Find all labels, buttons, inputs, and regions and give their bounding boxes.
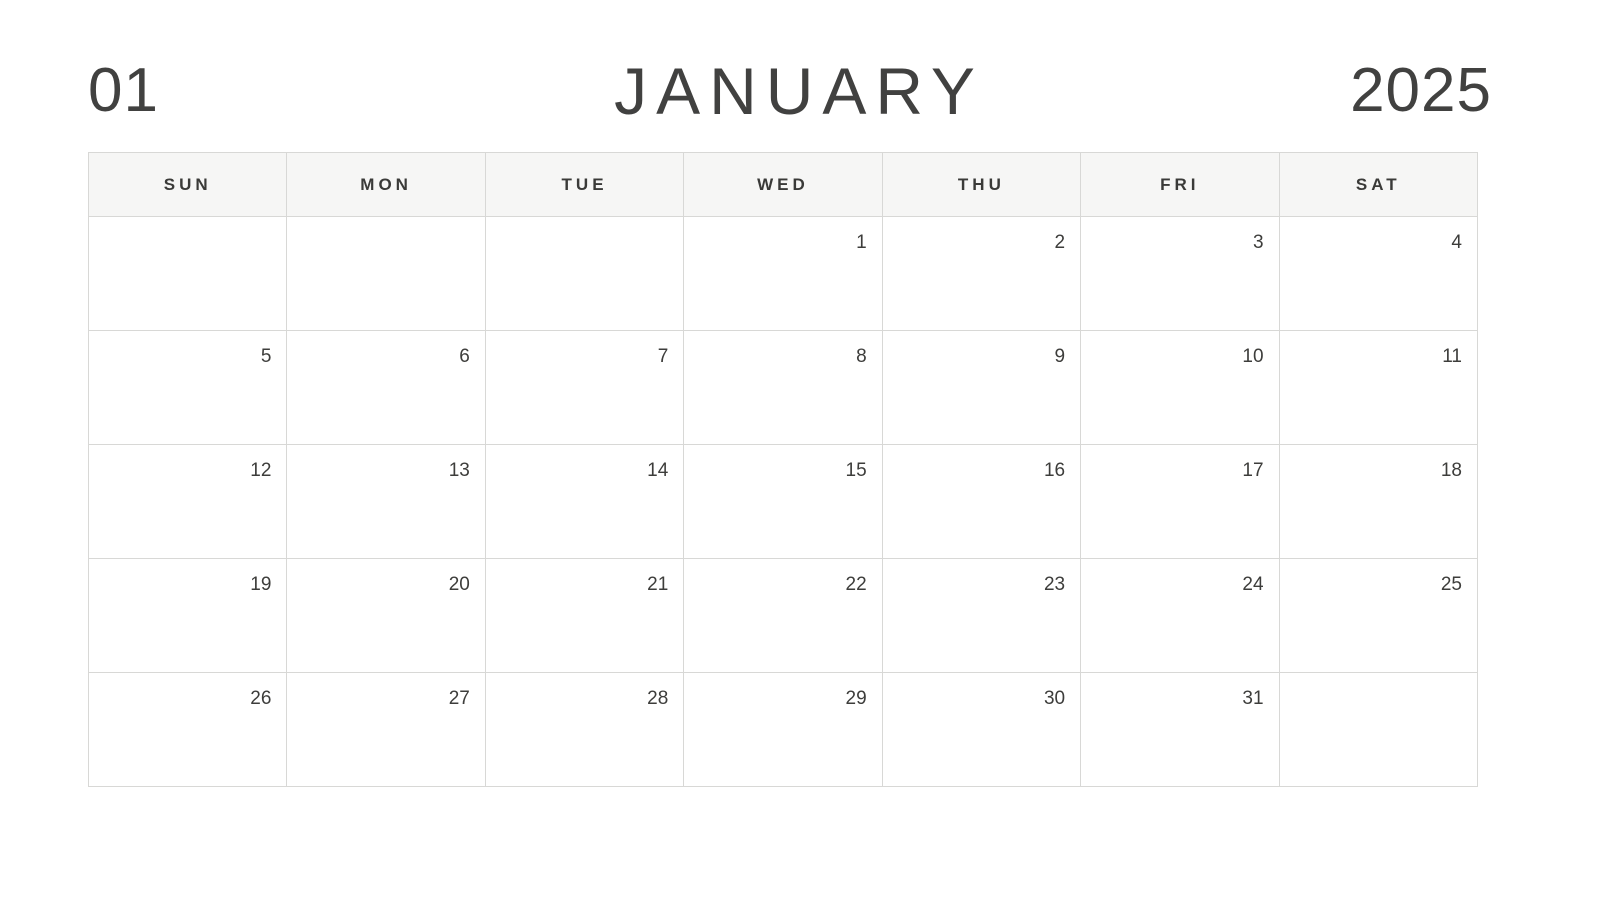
- day-cell[interactable]: [883, 673, 1081, 787]
- day-cell[interactable]: [684, 673, 882, 787]
- day-number: 5: [260, 346, 272, 367]
- day-cell[interactable]: [883, 445, 1081, 559]
- day-cell[interactable]: [684, 445, 882, 559]
- day-cell[interactable]: [1280, 673, 1478, 787]
- week-row: [89, 445, 1478, 559]
- month-name: JANUARY: [614, 54, 984, 128]
- weekday-label: TUE: [561, 174, 608, 194]
- day-cell[interactable]: [1280, 559, 1478, 673]
- day-cell[interactable]: [1280, 331, 1478, 445]
- week-row: [89, 217, 1478, 331]
- weekday-label: MON: [360, 174, 412, 194]
- day-cell[interactable]: [287, 559, 485, 673]
- month-number: 01: [88, 56, 159, 125]
- weekday-label: THU: [957, 174, 1005, 194]
- day-cell[interactable]: [1280, 445, 1478, 559]
- day-cell[interactable]: [486, 331, 684, 445]
- day-cell[interactable]: [486, 445, 684, 559]
- day-number: 13: [448, 460, 470, 481]
- day-number: 24: [1242, 574, 1264, 595]
- day-cell[interactable]: [89, 673, 287, 787]
- day-cell[interactable]: [1081, 673, 1279, 787]
- day-number: 11: [1442, 346, 1462, 367]
- day-number: 21: [647, 574, 669, 595]
- day-number: 19: [250, 574, 272, 595]
- day-number: 10: [1242, 346, 1264, 367]
- day-cell[interactable]: [1081, 331, 1279, 445]
- day-cell[interactable]: [684, 217, 882, 331]
- day-number: 22: [845, 574, 867, 595]
- day-number: 8: [856, 346, 867, 367]
- day-cell[interactable]: [1280, 217, 1478, 331]
- day-cell[interactable]: [883, 559, 1081, 673]
- day-number: 1: [856, 232, 867, 253]
- day-number: 31: [1242, 688, 1264, 709]
- day-cell[interactable]: [684, 559, 882, 673]
- weekday-label: SAT: [1355, 174, 1401, 194]
- weekday-label: SUN: [163, 174, 212, 194]
- day-number: 14: [647, 460, 669, 481]
- day-number: 16: [1043, 460, 1066, 481]
- week-row: [89, 559, 1478, 673]
- day-number: 29: [845, 688, 867, 709]
- day-cell[interactable]: [287, 331, 485, 445]
- day-number: 27: [448, 688, 470, 709]
- day-cell[interactable]: [89, 331, 287, 445]
- day-number: 26: [250, 688, 272, 709]
- day-cell[interactable]: [486, 673, 684, 787]
- day-number: 4: [1451, 232, 1462, 253]
- day-cell[interactable]: [89, 217, 287, 331]
- day-cell[interactable]: [486, 217, 684, 331]
- day-number: 30: [1043, 688, 1066, 709]
- day-number: 18: [1440, 460, 1462, 481]
- day-number: 7: [657, 346, 669, 367]
- day-cell[interactable]: [1081, 559, 1279, 673]
- weekday-cell-thu: [883, 153, 1081, 217]
- day-number: 6: [459, 346, 470, 367]
- weekday-cell-wed: [684, 153, 882, 217]
- day-number: 15: [845, 460, 867, 481]
- day-number: 17: [1242, 460, 1264, 481]
- weekday-cell-tue: [486, 153, 684, 217]
- day-cell[interactable]: [883, 217, 1081, 331]
- week-row: [89, 673, 1478, 787]
- day-cell[interactable]: [287, 217, 485, 331]
- calendar-header: [88, 48, 1492, 134]
- weekday-label: FRI: [1160, 174, 1200, 194]
- day-cell[interactable]: [486, 559, 684, 673]
- weekday-header-row: [89, 153, 1478, 217]
- calendar-grid: [88, 152, 1478, 787]
- day-number: 28: [647, 688, 669, 709]
- day-cell[interactable]: [883, 331, 1081, 445]
- weekday-cell-fri: [1081, 153, 1279, 217]
- day-number: 25: [1440, 574, 1462, 595]
- day-cell[interactable]: [89, 559, 287, 673]
- day-cell[interactable]: [89, 445, 287, 559]
- day-cell[interactable]: [1081, 217, 1279, 331]
- day-number: 12: [250, 460, 272, 481]
- day-cell[interactable]: [287, 673, 485, 787]
- day-cell[interactable]: [1081, 445, 1279, 559]
- day-cell[interactable]: [287, 445, 485, 559]
- day-cell[interactable]: [684, 331, 882, 445]
- weekday-label: WED: [757, 174, 809, 194]
- weekday-cell-sat: [1280, 153, 1478, 217]
- day-number: 9: [1054, 346, 1066, 367]
- day-number: 3: [1252, 232, 1264, 253]
- weekday-cell-sun: [89, 153, 287, 217]
- day-number: 2: [1054, 232, 1066, 253]
- week-row: [89, 331, 1478, 445]
- year-label: 2025: [1350, 56, 1492, 125]
- weekday-cell-mon: [287, 153, 485, 217]
- day-number: 23: [1043, 574, 1066, 595]
- day-number: 20: [448, 574, 470, 595]
